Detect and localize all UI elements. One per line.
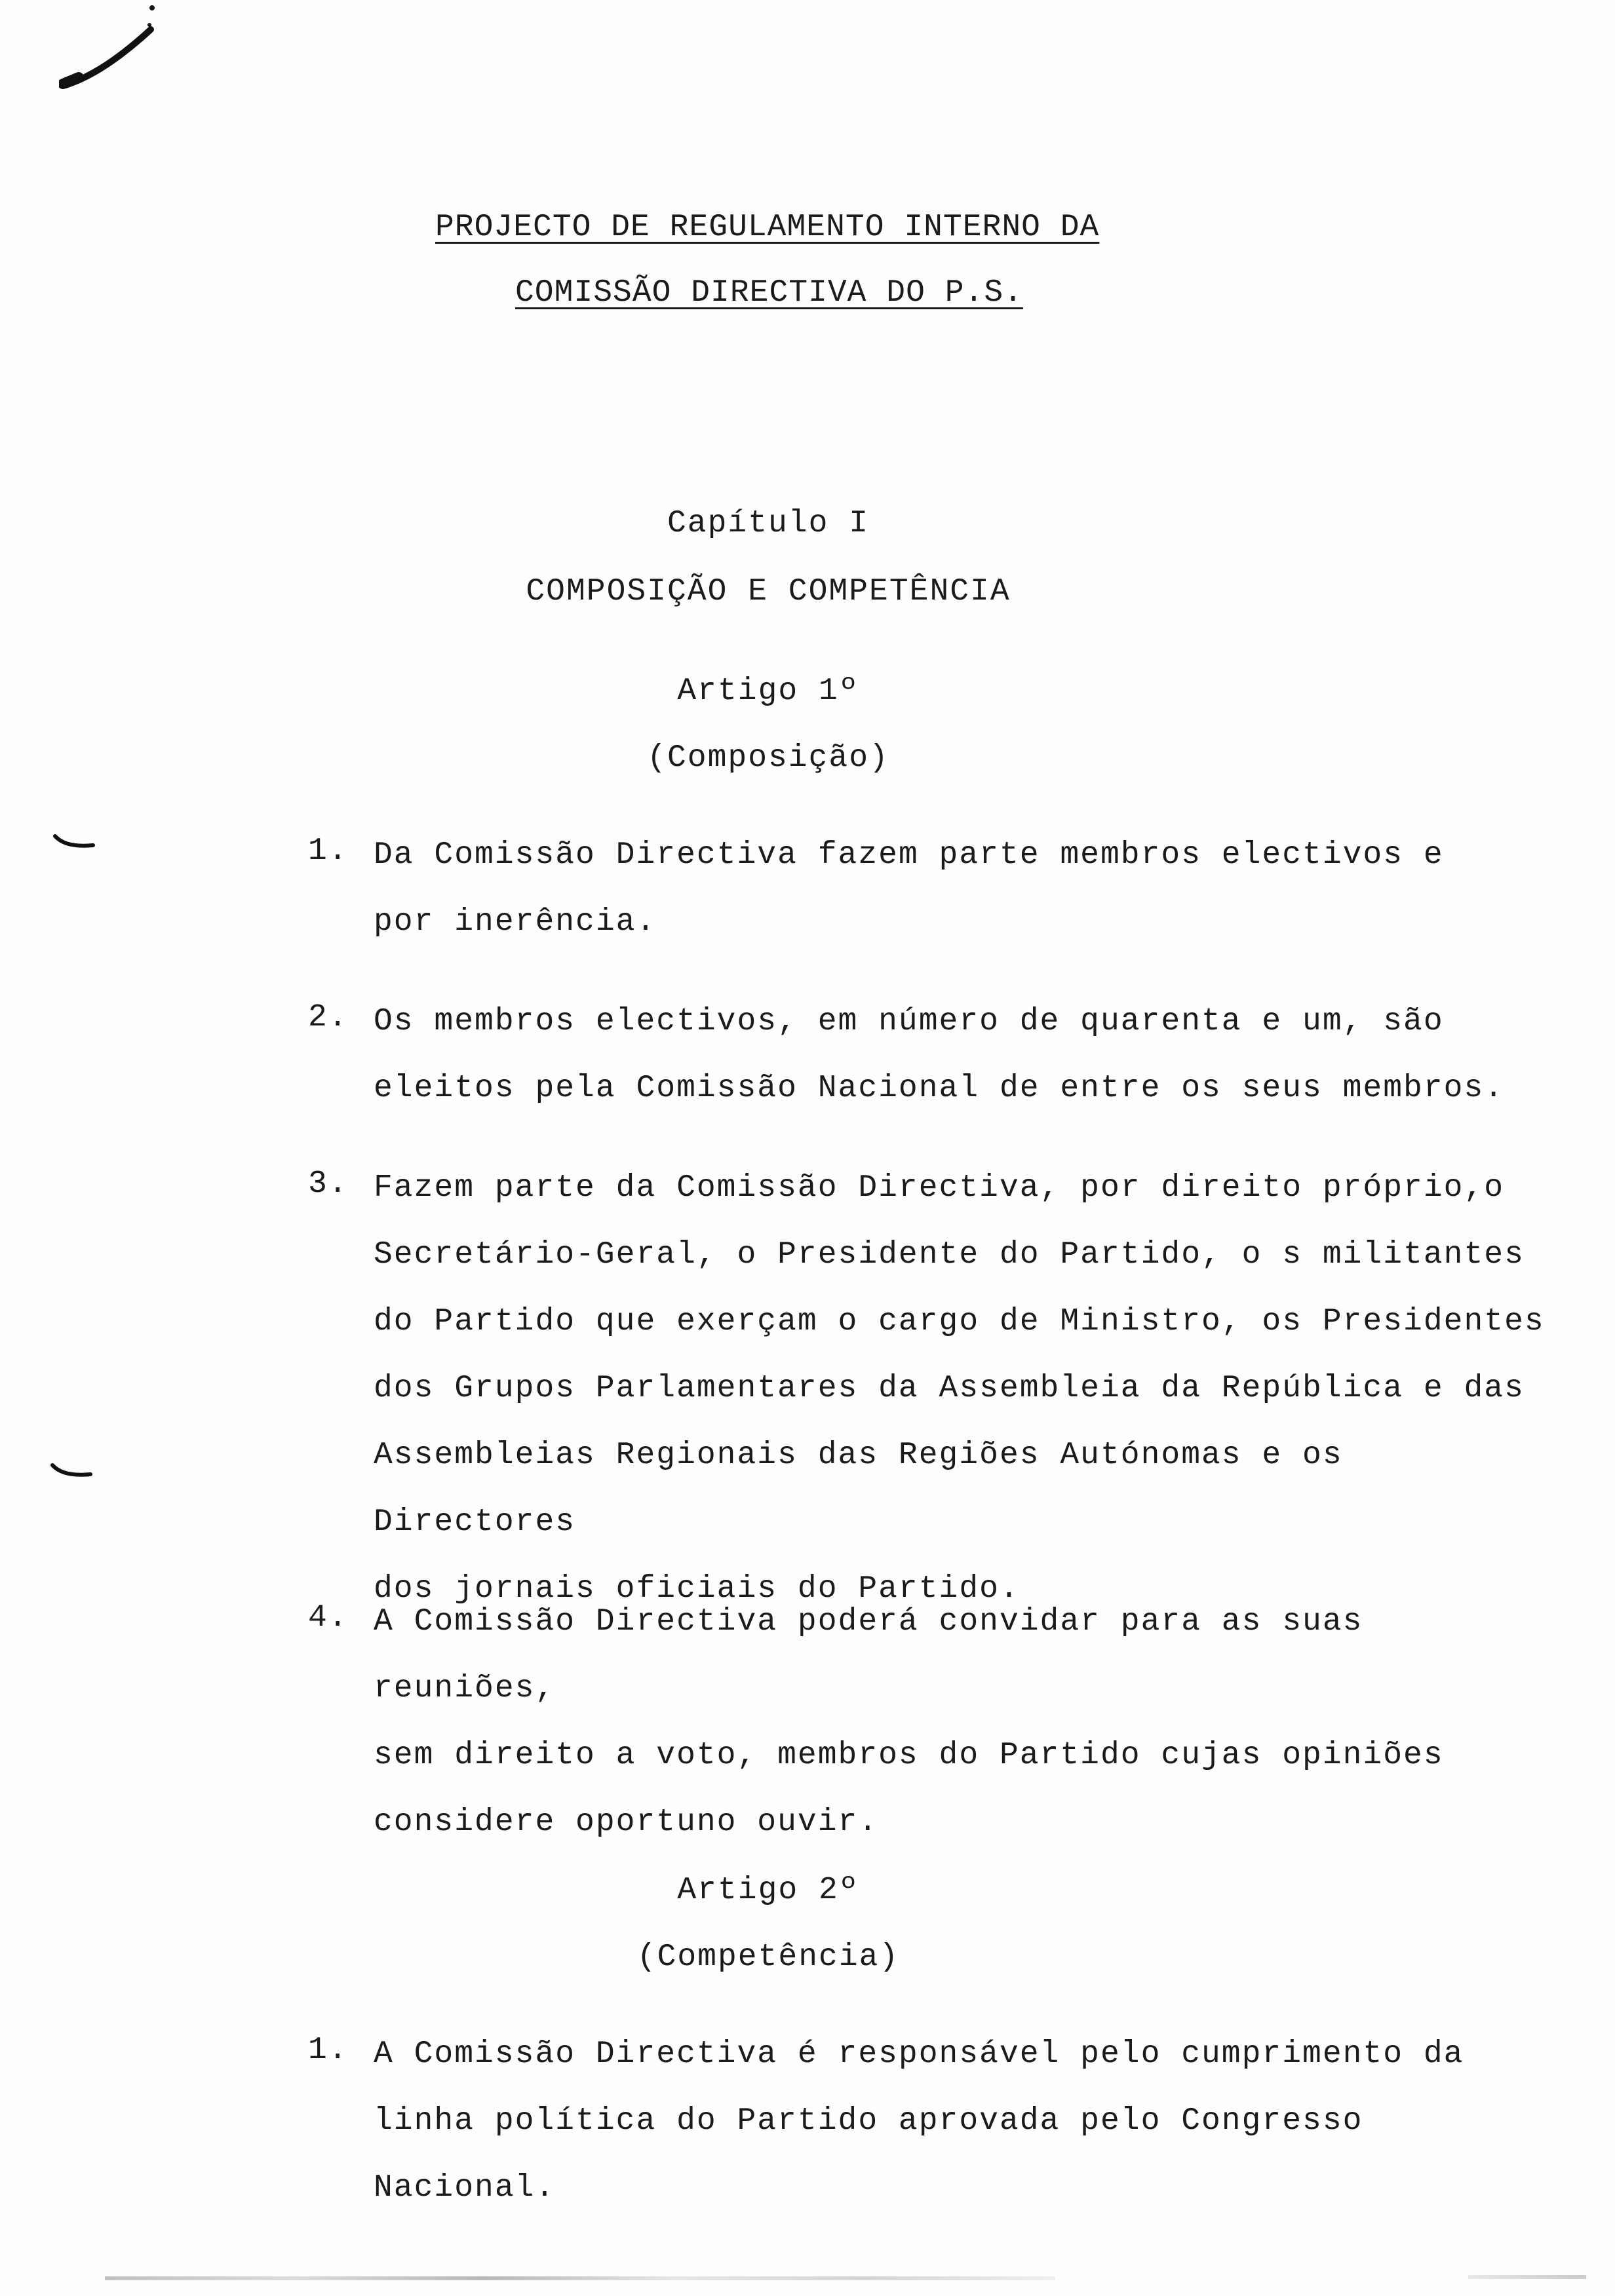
item-text: A Comissão Directiva é responsável pelo cumprimento da linha política do Partido aprovada pelo Congresso Nacional. — [374, 2037, 1464, 2206]
item-number: 2. — [308, 1000, 349, 1035]
scan-edge-noise-right — [1468, 2275, 1586, 2279]
article-1-subtitle: (Composição) — [647, 740, 889, 776]
article-1-item-3 — [308, 1155, 1553, 1622]
hole-punch-mark-lower — [50, 1461, 96, 1481]
chapter-name: COMPOSIÇÃO E COMPETÊNCIA — [526, 574, 1011, 609]
document-title-line-1: PROJECTO DE REGULAMENTO INTERNO DA — [435, 210, 1100, 245]
scan-edge-noise — [105, 2276, 1055, 2280]
item-text: Da Comissão Directiva fazem parte membros electivos e por inerência. — [374, 837, 1444, 940]
item-text: Os membros electivos, em número de quarenta e um, são eleitos pela Comissão Nacional de entre os seus membros. — [374, 1004, 1505, 1106]
item-text: Fazem parte da Comissão Directiva, por direito próprio,o Secretário-Geral, o Presidente do Partido, o s militantes do Partido que exerçam o cargo de Ministro, os Presidentes dos Grupos Parlamentares da Assembleia da República e das Assembleias Regionais das Regiões Autónomas e os Directores dos jornais oficiais do Partido. — [374, 1170, 1545, 1607]
hole-punch-mark-upper — [52, 832, 98, 852]
article-1-item-2 — [308, 988, 1553, 1122]
document-title-line-2: COMISSÃO DIRECTIVA DO P.S. — [515, 275, 1023, 311]
item-number: 1. — [308, 833, 349, 869]
item-number: 4. — [308, 1600, 349, 1636]
article-2-subtitle: (Competência) — [636, 1940, 900, 1975]
article-2-label: Artigo 2º — [677, 1873, 859, 1908]
article-1-label: Artigo 1º — [677, 674, 859, 709]
item-number: 3. — [308, 1166, 349, 1202]
pen-stroke-mark — [59, 0, 164, 98]
article-2-item-1 — [308, 2021, 1553, 2221]
article-1-item-4 — [308, 1588, 1553, 1856]
article-1-item-1 — [308, 822, 1553, 955]
item-text: A Comissão Directiva poderá convidar para as suas reuniões, sem direito a voto, membros do Partido cujas opiniões considere oportuno ouvir. — [374, 1604, 1444, 1840]
chapter-label: Capítulo I — [667, 506, 870, 541]
item-number: 1. — [308, 2033, 349, 2068]
